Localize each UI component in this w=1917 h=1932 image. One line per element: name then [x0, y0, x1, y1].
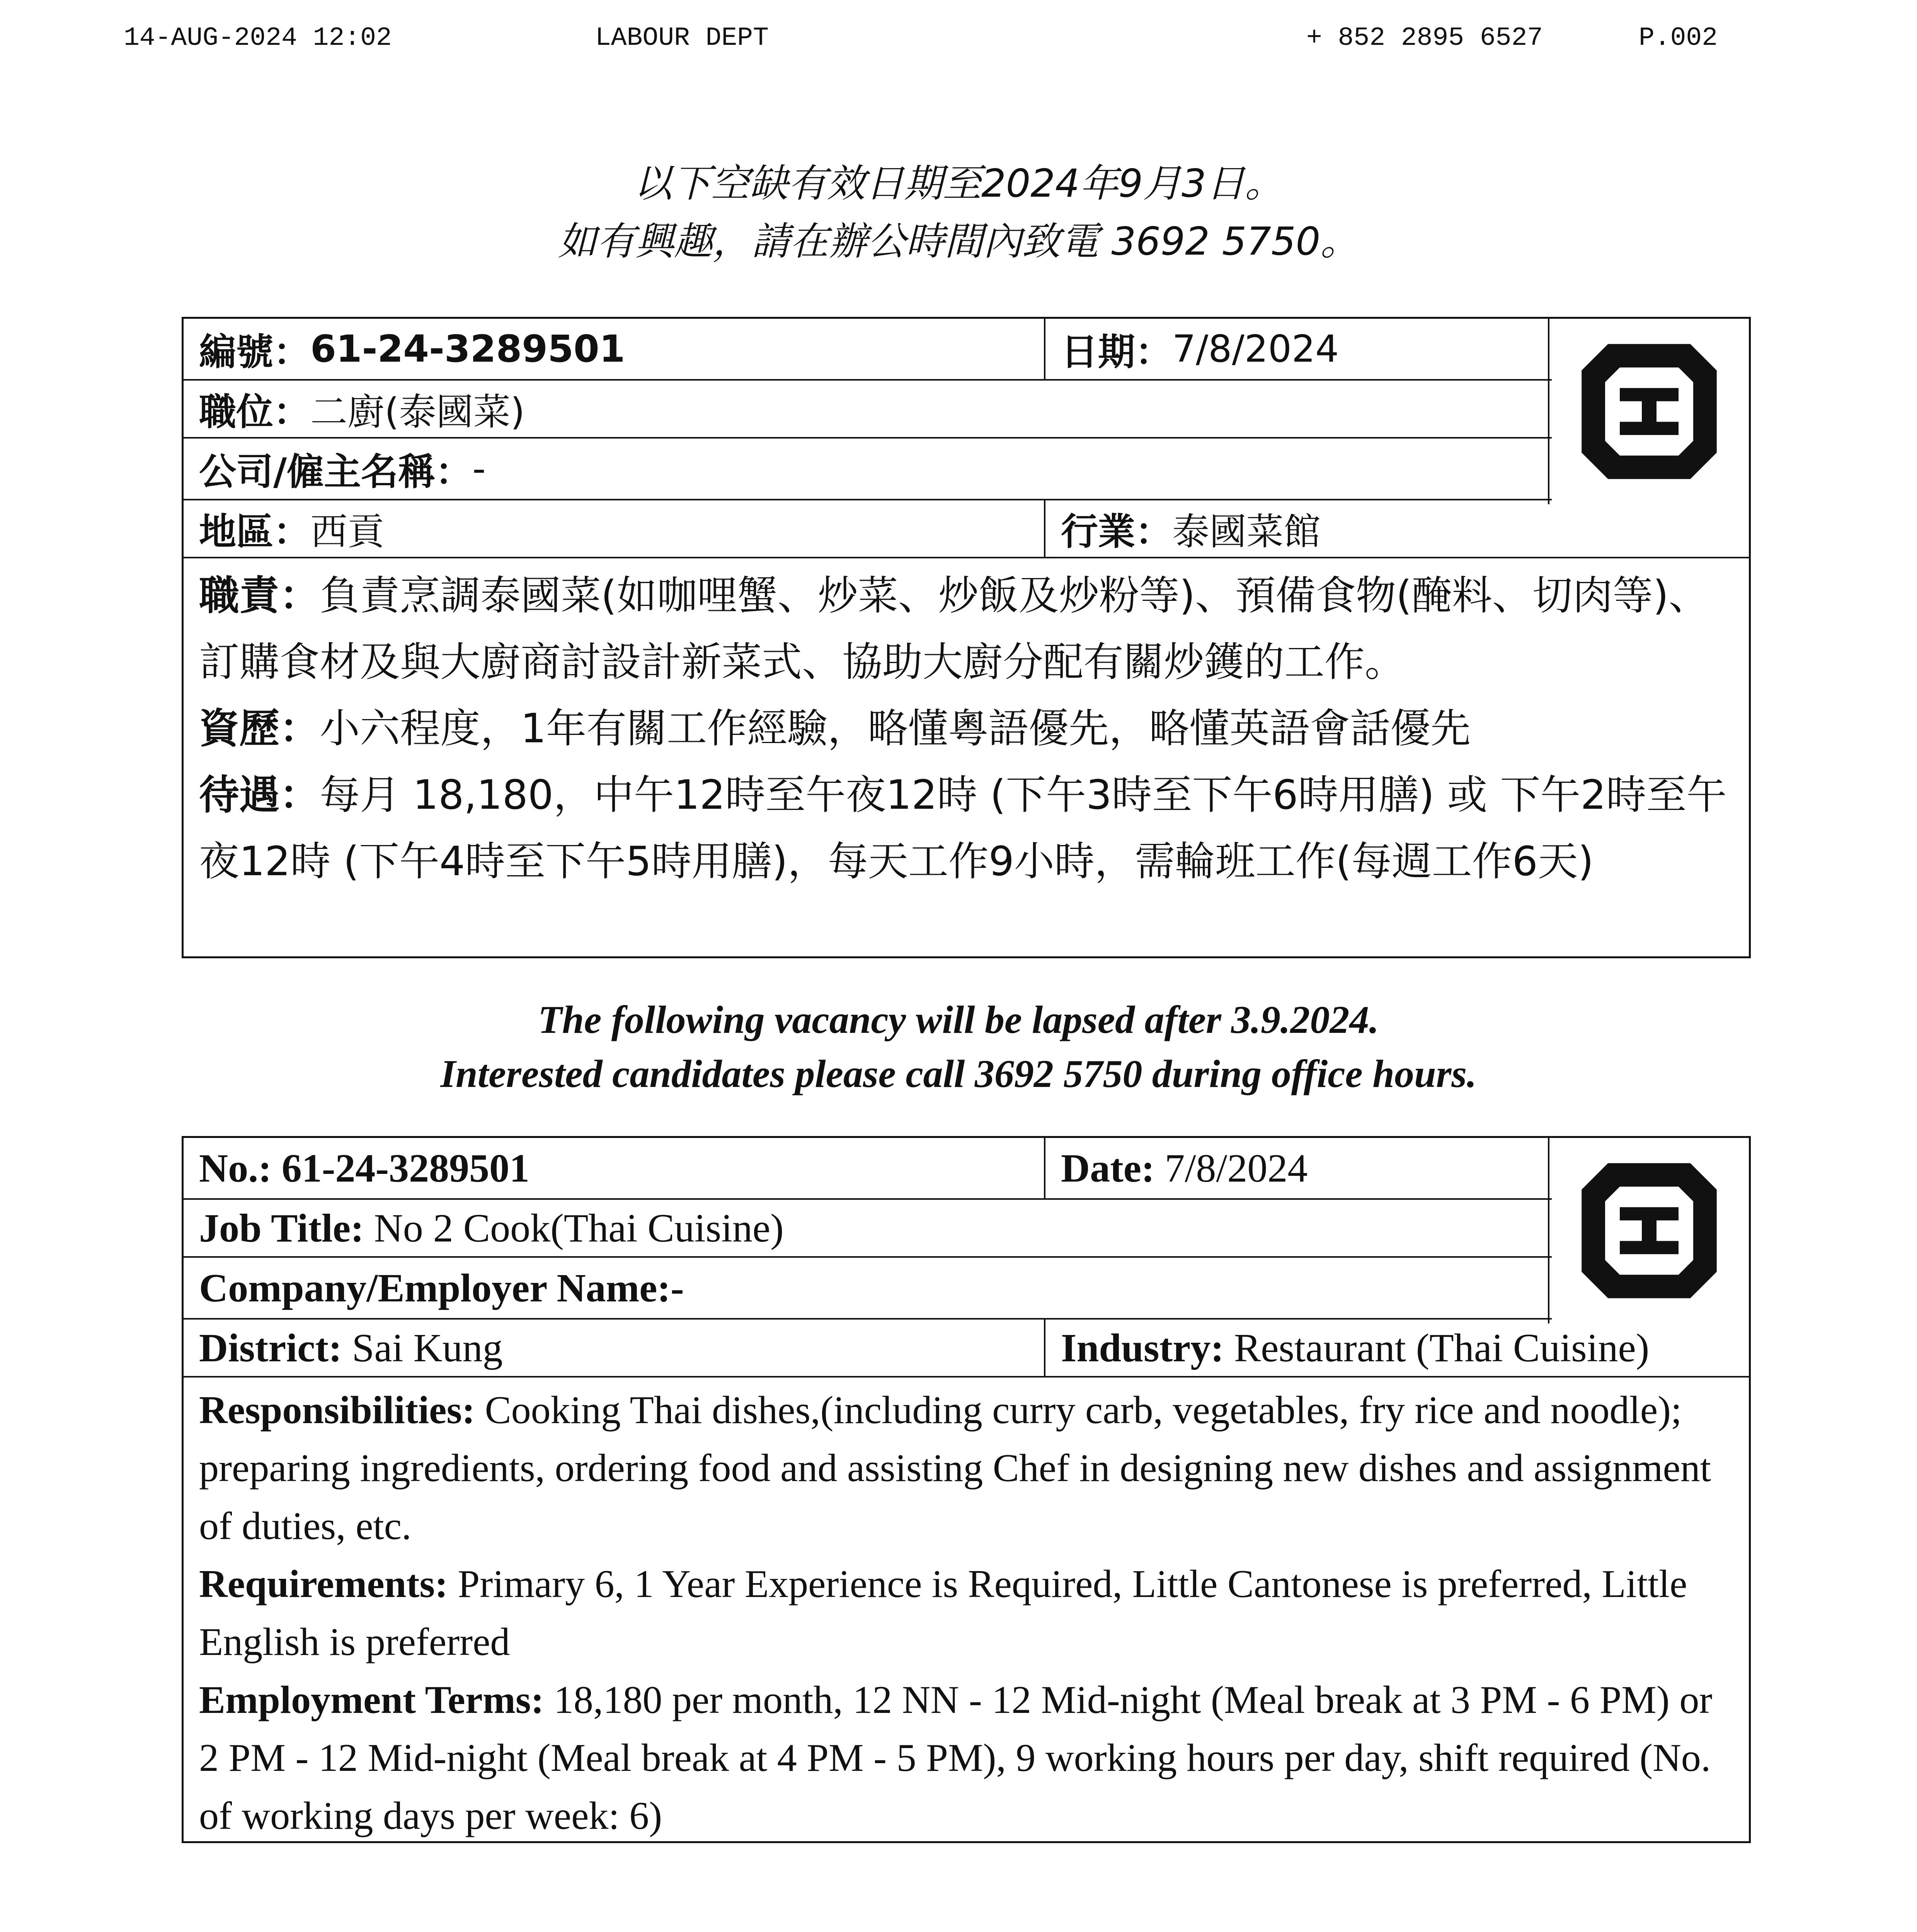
notice-en-line2: Interested candidates please call 3692 5750 during office hours. [440, 1052, 1477, 1096]
cell-industry-en [1045, 1320, 1749, 1376]
label-company: 公司/僱主名稱： [199, 450, 473, 493]
cell-number-en [184, 1138, 1045, 1198]
label-requirements-cn: 資歷： [199, 705, 320, 752]
label-responsibilities: Responsibilities: [199, 1388, 475, 1432]
label-duties: 職責： [199, 572, 320, 619]
cell-date-en [1045, 1138, 1552, 1198]
row-title-en [184, 1200, 1552, 1258]
fax-page: P.002 [1639, 23, 1718, 53]
labour-department-logo-en [1548, 1138, 1749, 1323]
value-date-en: 7/8/2024 [1165, 1146, 1308, 1190]
fax-phone: + 852 2895 6527 [1306, 23, 1543, 53]
value-title: 二廚(泰國菜) [310, 390, 525, 434]
label-number-en: No.: [199, 1146, 272, 1190]
label-industry: 行業： [1061, 510, 1172, 553]
label-requirements-en: Requirements: [199, 1562, 448, 1606]
cell-industry [1045, 500, 1749, 557]
value-responsibilities: Cooking Thai dishes,(including curry carb, vegetables, fry rice and noodle); preparing ingredients, ordering food and assisting Chef in designing new dishes and assignment of duties, etc. [199, 1388, 1711, 1548]
cell-district [184, 500, 1045, 557]
label-district-en: District: [199, 1325, 342, 1370]
label-terms-en: Employment Terms: [199, 1678, 544, 1722]
duties-paragraph [199, 562, 1733, 695]
notice-en-line1: The following vacancy will be lapsed after 3.9.2024. [538, 998, 1379, 1042]
label-date: 日期： [1061, 330, 1172, 374]
department-logo-icon [1576, 1153, 1723, 1308]
value-duties: 負責烹調泰國菜(如咖哩蟹、炒菜、炒飯及炒粉等)、預備食物(醃料、切肉等)、訂購食材及與大廚商討設計新菜式、協助大廚分配有關炒鑊的工作。 [199, 572, 1709, 685]
cell-title [184, 381, 1552, 437]
row-number-date-en [184, 1138, 1552, 1200]
label-district: 地區： [199, 510, 310, 553]
cell-date [1045, 319, 1552, 379]
value-number: 61-24-3289501 [310, 327, 625, 371]
value-date: 7/8/2024 [1172, 327, 1339, 371]
responsibilities-paragraph [199, 1381, 1733, 1555]
requirements-paragraph-en [199, 1555, 1733, 1671]
cell-company [184, 439, 1552, 499]
value-terms-cn: 每月 18,180，中午12時至午夜12時 (下午3時至下午6時用膳) 或 下午2時至午夜12時 (下午4時至下午5時用膳)，每天工作9小時，需輪班工作(每週工作6天) [199, 771, 1727, 885]
fax-sender: LABOUR DEPT [595, 23, 769, 53]
notice-chinese [0, 155, 1917, 270]
row-district-industry-en [184, 1320, 1749, 1378]
requirements-paragraph-cn [199, 695, 1733, 762]
fax-header [124, 23, 1747, 66]
value-company-en: - [671, 1265, 684, 1310]
label-company-en: Company/Employer Name: [199, 1265, 671, 1310]
department-logo-icon [1576, 334, 1723, 489]
label-industry-en: Industry: [1061, 1325, 1224, 1370]
row-company-en [184, 1258, 1552, 1320]
value-industry: 泰國菜館 [1172, 510, 1321, 553]
value-company: - [472, 447, 486, 490]
cell-company-en [184, 1258, 1552, 1318]
value-requirements-en: Primary 6, 1 Year Experience is Required, Little Cantonese is preferred, Little English is preferred [199, 1562, 1687, 1664]
notice-cn-line1: 以下空缺有效日期至2024年9月3日。 [633, 161, 1284, 206]
value-district: 西貢 [310, 510, 385, 553]
value-district-en: Sai Kung [352, 1325, 503, 1370]
details-block-en [184, 1378, 1749, 1845]
label-date-en: Date: [1061, 1146, 1155, 1190]
terms-paragraph-en [199, 1671, 1733, 1845]
terms-paragraph-cn [199, 762, 1733, 895]
vacancy-card-english [182, 1136, 1751, 1843]
label-number: 編號： [199, 330, 310, 374]
row-company [184, 439, 1552, 500]
details-block-cn [184, 558, 1749, 895]
cell-number [184, 319, 1045, 379]
vacancy-card-chinese [182, 317, 1751, 958]
value-number-en: 61-24-3289501 [281, 1146, 530, 1190]
label-title-en: Job Title: [199, 1206, 364, 1250]
row-number-date [184, 319, 1552, 381]
label-title: 職位： [199, 390, 310, 434]
value-terms-en: 18,180 per month, 12 NN - 12 Mid-night (Meal break at 3 PM - 6 PM) or 2 PM - 12 Mid-night (Meal break at 4 PM - 5 PM), 9 working hours per day, shift required (No. of working days per week: 6) [199, 1678, 1713, 1838]
cell-title-en [184, 1200, 1552, 1256]
value-industry-en: Restaurant (Thai Cuisine) [1234, 1325, 1650, 1370]
labour-department-logo-cn [1548, 319, 1749, 504]
notice-english [0, 993, 1917, 1101]
cell-district-en [184, 1320, 1045, 1376]
fax-timestamp: 14-AUG-2024 12:02 [124, 23, 392, 53]
value-title-en: No 2 Cook(Thai Cuisine) [374, 1206, 784, 1250]
notice-cn-line2: 如有興趣，請在辦公時間內致電 3692 5750。 [558, 219, 1359, 264]
value-requirements-cn: 小六程度，1年有關工作經驗，略懂粵語優先，略懂英語會話優先 [320, 705, 1471, 752]
row-district-industry [184, 500, 1749, 558]
label-terms-cn: 待遇： [199, 771, 320, 818]
row-title [184, 381, 1552, 439]
